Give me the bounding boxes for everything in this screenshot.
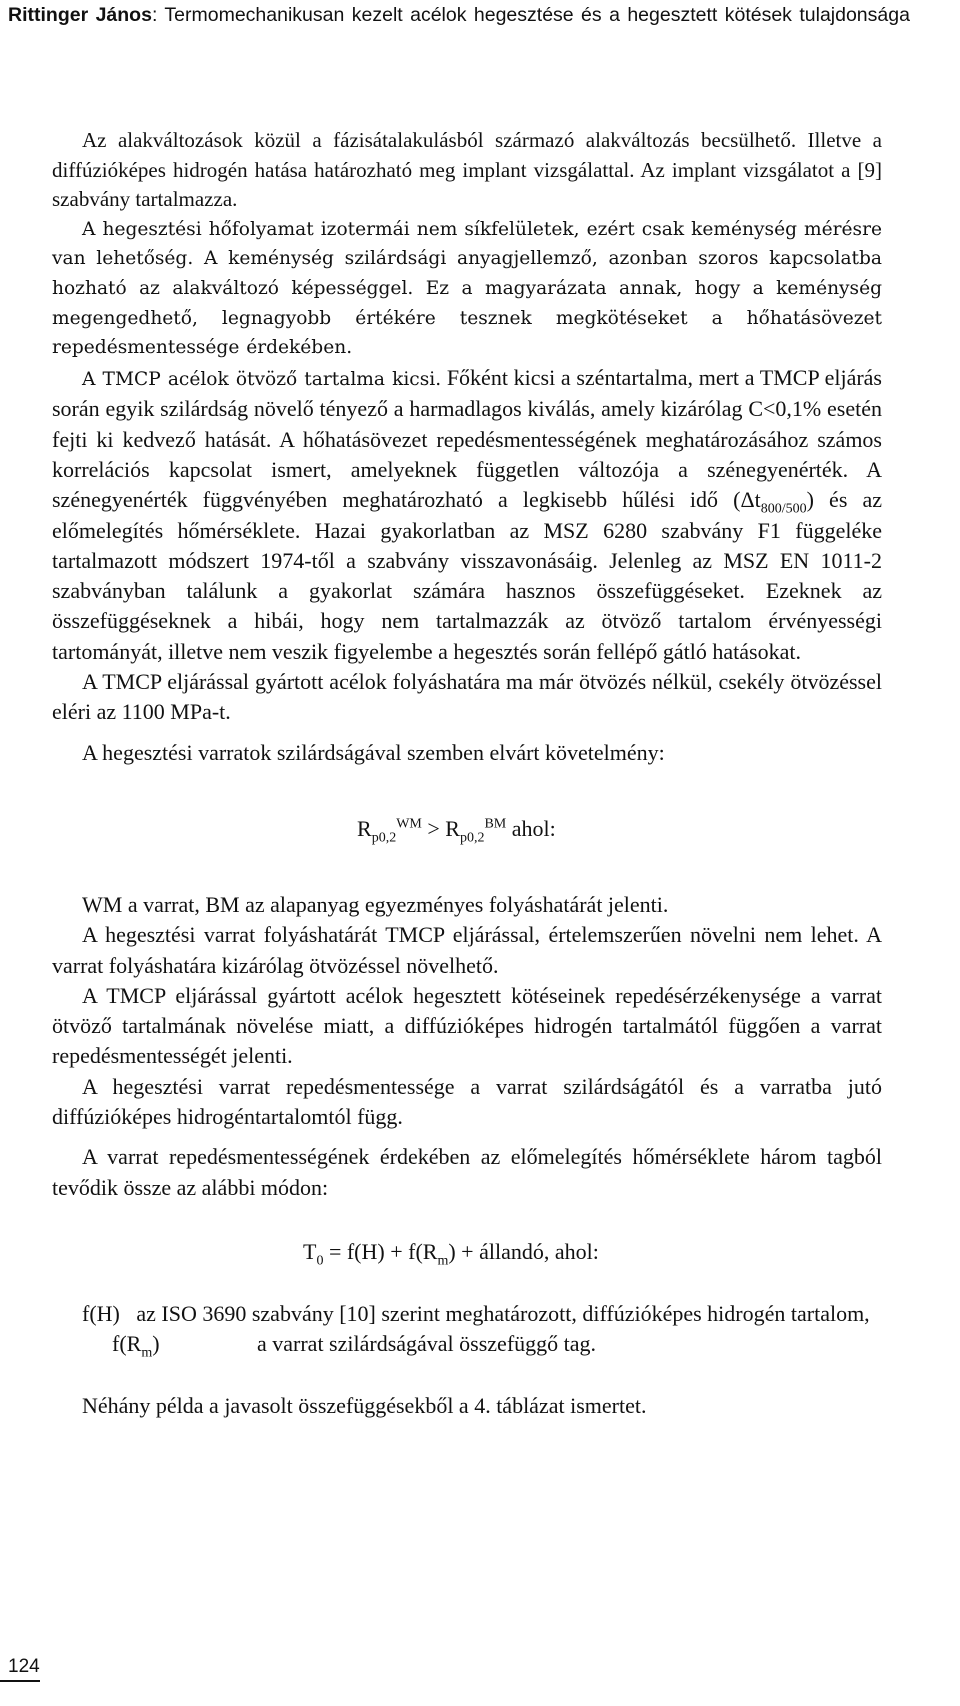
paragraph-1: Az alakváltozások közül a fázisátalakulásból származó alakváltozás becsülhető. Illetve a diffúzióképes hidrogén hatása határozható meg implant vizsgálattal. Az implant vizsgálatot a [9] szabvány tartalmazza.	[52, 128, 882, 212]
formula2-t: T	[303, 1238, 317, 1264]
definition-frm-key-a: f(R	[112, 1331, 142, 1357]
definition-frm	[52, 1329, 882, 1359]
header-author: Rittinger János	[8, 4, 152, 26]
paragraph-2: A hegesztési hőfolyamat izotermái nem síkfelületek, ezért csak keménység mérésre van lehetőség. A keménység szilárdsági anyagjellemző, azonban szoros kapcsolatba hozható az alakváltozó képességgel. Ez a magyarázata annak, hogy a keménység megengedhető, legnagyobb értékére tesznek megkötéseket a hőhatásövezet repedésmentessége érdekében.	[52, 218, 882, 359]
paragraph-10: A varrat repedésmentességének érdekében az előmelegítés hőmérséklete három tagból tevődik össze az alábbi módon:	[52, 1144, 882, 1200]
formula-sub2: p0,2	[459, 830, 485, 846]
definition-frm-text: a varrat szilárdságával összefüggő tag.	[257, 1331, 597, 1357]
page-body	[52, 126, 882, 1422]
delta-t-subscript: 800/500	[760, 501, 807, 517]
paragraph-4: A TMCP eljárással gyártott acélok folyáshatára ma már ötvözés nélkül, csekély ötvözéssel eléri az 1100 MPa-t.	[52, 669, 882, 725]
delta-t-symbol: Δt	[740, 487, 761, 513]
formula2-rest1: = f(H) + f(R	[323, 1238, 438, 1264]
paragraph-3	[52, 363, 882, 667]
footer-rule	[0, 1680, 40, 1682]
paragraph-3-rest: ) és az előmelegítés hőmérséklete. Hazai gyakorlatban az MSZ 6280 szabvány F1 függeléke tartalmazott módszert 1974-től a szabvány visszavonásáig. Jelenleg az MSZ EN 1011-2 szabványban találunk a gyakorlat számára hasznos összefüggéseket. Ezeknek az összefüggéseknek a hibái, hogy nem tartalmazzák az ötvöző tartalom érvényességi tartományát, illetve nem veszik figyelembe a hegesztés során fellépő gátló hatásokat.	[52, 487, 883, 664]
paragraph-11: Néhány példa a javasolt összefüggésekből a 4. táblázat ismertet.	[82, 1393, 647, 1419]
formula-op: > R	[421, 815, 460, 841]
definition-frm-key	[82, 1329, 257, 1359]
paragraph-3-text: Főként kicsi a széntartalma, mert a TMCP eljárás során egyik szilárdság növelő tényező a harmadlagos kiválás, amely kizárólag C<0,1% esetén fejti ki kedvező hatását. A hőhatásövezet repedésmentességének meghatározásához számos korrelációs kapcsolat ismert, amelyeknek független változója a szénegyenérték. A szénegyenérték függvényében meghatározható a legkisebb hűlési idő (	[52, 364, 882, 513]
formula2-rest2: ) + állandó, ahol:	[448, 1238, 599, 1264]
paragraph-8: A TMCP eljárással gyártott acélok hegesztett kötéseinek repedésérzékenysége a varrat ötvöző tartalmának növelése miatt, a diffúzióképes hidrogén tartalmától függően a varrat repedésmentességét jelenti.	[52, 982, 882, 1069]
paragraph-6: WM a varrat, BM az alapanyag egyezményes folyáshatárát jelenti.	[82, 891, 669, 917]
paragraph-5: A hegesztési varratok szilárdságával szemben elvárt követelmény:	[82, 739, 665, 765]
formula-sub1: p0,2	[371, 830, 397, 846]
formula2-sub-m: m	[437, 1253, 449, 1269]
formula-sup2: BM	[484, 816, 507, 832]
definition-fh-key: f(H)	[82, 1300, 120, 1326]
running-header	[8, 0, 948, 30]
page-number: 124	[8, 1656, 40, 1677]
definition-fh	[52, 1299, 882, 1329]
definition-fh-text: az ISO 3690 szabvány [10] szerint meghatározott, diffúzióképes hidrogén tartalom,	[136, 1300, 870, 1326]
formula-sup1: WM	[396, 816, 422, 832]
definition-frm-key-b: )	[152, 1331, 160, 1357]
paragraph-7: A hegesztési varrat folyáshatárát TMCP eljárással, értelemszerűen növelni nem lehet. A varrat folyáshatára kizárólag ötvözéssel növelhető.	[52, 922, 882, 978]
header-title: : Termomechanikusan kezelt acélok hegesztése és a hegesztett kötések tulajdonsága	[151, 4, 910, 26]
paragraph-3-lead: A TMCP acélok ötvöző tartalma kicsi.	[82, 368, 442, 390]
definition-frm-key-sub: m	[141, 1345, 153, 1361]
formula-r1: R	[357, 815, 372, 841]
formula-tail: ahol:	[506, 815, 556, 841]
strength-requirement-formula	[357, 814, 882, 844]
paragraph-9: A hegesztési varrat repedésmentessége a varrat szilárdságától és a varratba jutó diffúzióképes hidrogéntartalomtól függ.	[52, 1073, 882, 1129]
formula2-sub-t: 0	[316, 1253, 324, 1269]
preheat-temperature-formula	[303, 1237, 882, 1267]
